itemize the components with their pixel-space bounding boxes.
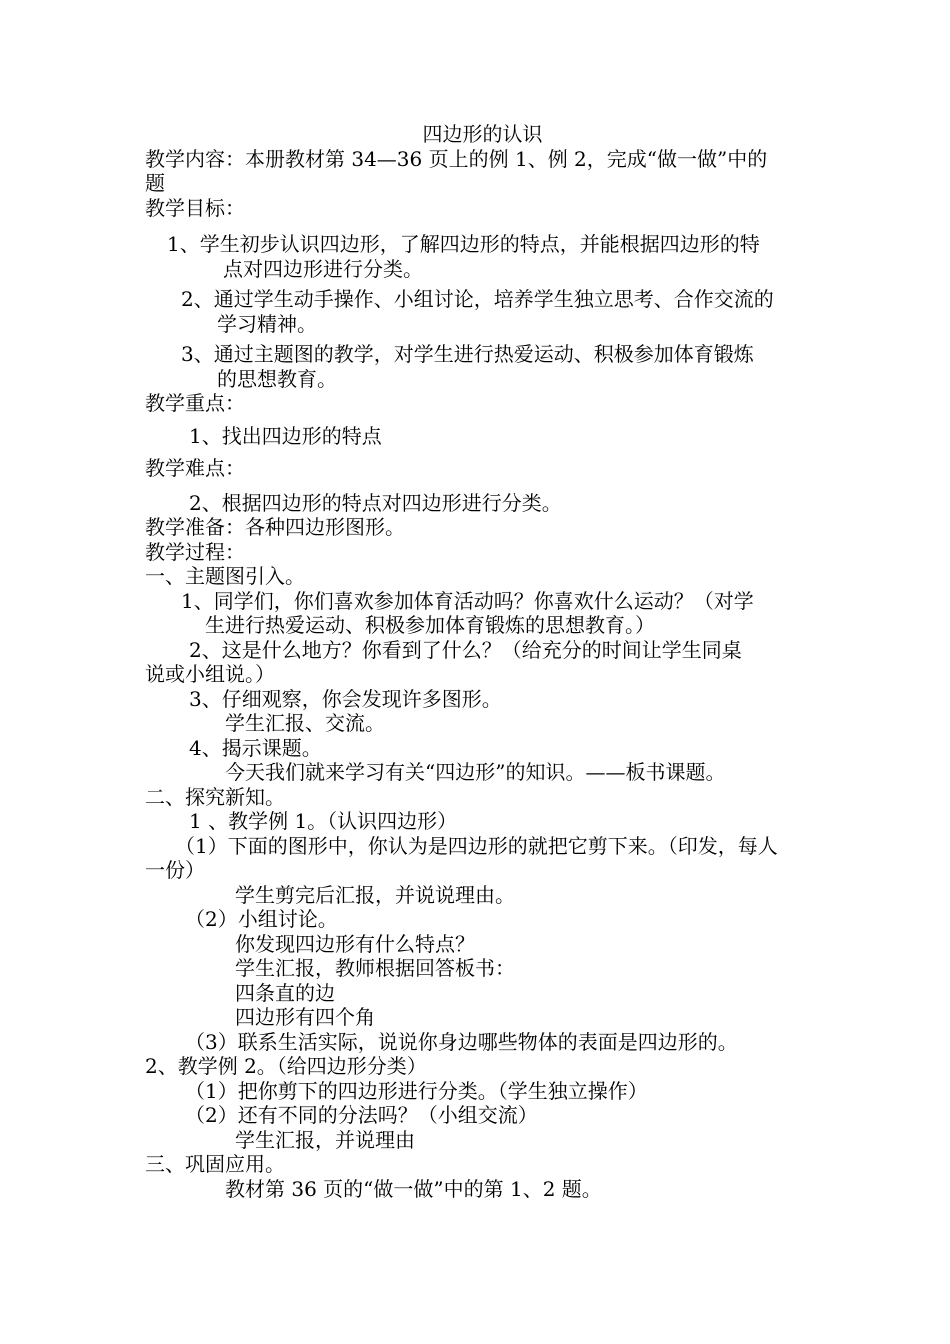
document-body — [145, 122, 810, 1201]
goal-item-continued: 的思想教育。 — [217, 366, 337, 391]
process-item-continued: 生进行热爱运动、积极参加体育锻炼的思想教育。） — [205, 613, 655, 637]
key-points-heading: 教学重点： — [145, 391, 245, 415]
process-item: （2）小组讨论。 — [185, 907, 338, 931]
process-subitem: 四条直的边 — [235, 980, 335, 1005]
process-item-continued: 说或小组说。） — [145, 662, 275, 686]
teaching-content-line: 题 — [145, 171, 165, 195]
process-subitem: 今天我们就来学习有关“四边形”的知识。——板书课题。 — [225, 760, 726, 784]
process-subitem: 你发现四边形有什么特点？ — [235, 931, 475, 956]
process-subitem: 学生剪完后汇报，并说说理由。 — [235, 882, 515, 907]
process-item: （1）把你剪下的四边形进行分类。（学生独立操作） — [185, 1078, 648, 1103]
section-subheading: 2、教学例 2。（给四边形分类） — [145, 1054, 427, 1078]
process-item: 1 、教学例 1。（认识四边形） — [189, 809, 458, 833]
goal-item: 3、通过主题图的教学，对学生进行热爱运动、积极参加体育锻炼 — [181, 342, 754, 366]
process-item: 3、仔细观察，你会发现许多图形。 — [189, 686, 502, 711]
document-title: 四边形的认识 — [422, 122, 543, 146]
difficulty-item: 2、根据四边形的特点对四边形进行分类。 — [189, 490, 562, 515]
process-subitem: 学生汇报、交流。 — [225, 711, 385, 735]
process-heading: 教学过程： — [145, 539, 245, 564]
process-subitem: 学生汇报，并说理由 — [235, 1127, 415, 1152]
process-item: 1、同学们，你们喜欢参加体育活动吗？你喜欢什么运动？（对学 — [181, 588, 754, 613]
process-item: （3）联系生活实际，说说你身边哪些物体的表面是四边形的。 — [185, 1029, 738, 1054]
section-heading: 二、探究新知。 — [145, 784, 285, 809]
process-item: （2）还有不同的分法吗？（小组交流） — [185, 1103, 538, 1127]
goal-item-continued: 点对四边形进行分类。 — [223, 256, 423, 281]
difficulty-heading: 教学难点： — [145, 456, 245, 480]
process-item: （1）下面的图形中，你认为是四边形的就把它剪下来。（印发，每人 — [175, 833, 778, 858]
process-item: 2、这是什么地方？你看到了什么？（给充分的时间让学生同桌 — [189, 637, 742, 662]
process-item: 教材第 36 页的“做一做”中的第 1、2 题。 — [225, 1176, 602, 1201]
goal-item: 1、学生初步认识四边形，了解四边形的特点，并能根据四边形的特 — [167, 232, 760, 256]
goal-item-continued: 学习精神。 — [217, 311, 317, 336]
process-subitem: 学生汇报，教师根据回答板书： — [235, 956, 515, 980]
process-item-continued: 一份） — [145, 858, 205, 882]
teaching-content-line: 教学内容：本册教材第 34—36 页上的例 1、例 2，完成“做一做”中的 — [145, 146, 768, 171]
key-point-item: 1、找出四边形的特点 — [189, 423, 382, 448]
process-item: 4、揭示课题。 — [189, 735, 322, 760]
goals-heading: 教学目标： — [145, 195, 245, 220]
section-heading: 三、巩固应用。 — [145, 1152, 285, 1176]
preparation-line: 教学准备：各种四边形图形。 — [145, 515, 405, 539]
section-heading: 一、主题图引入。 — [145, 564, 305, 588]
process-subitem: 四边形有四个角 — [235, 1005, 375, 1029]
goal-item: 2、通过学生动手操作、小组讨论，培养学生独立思考、合作交流的 — [181, 287, 774, 311]
